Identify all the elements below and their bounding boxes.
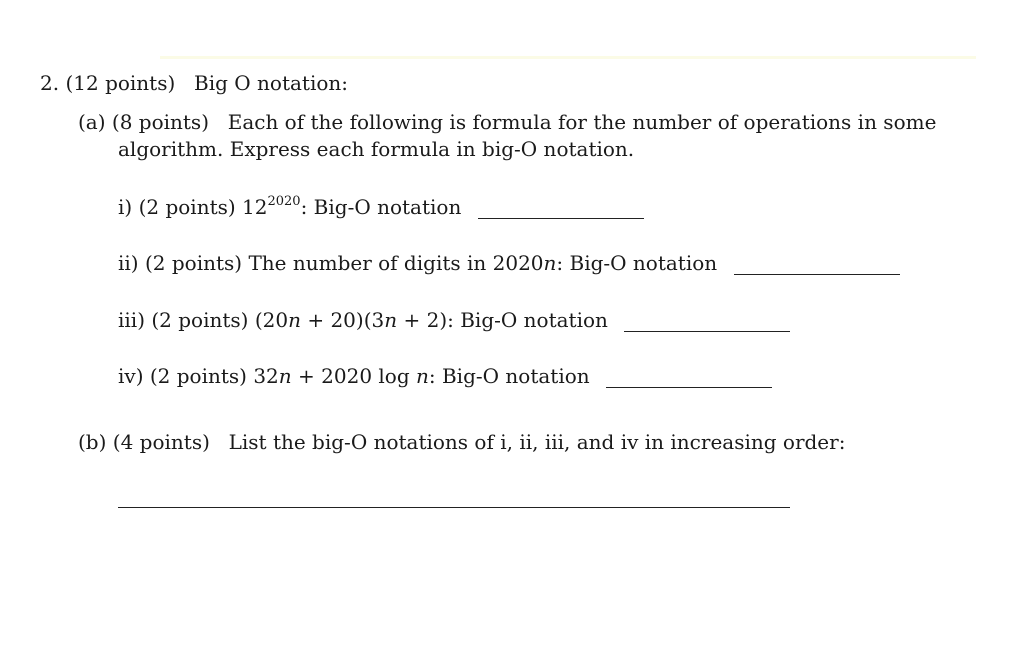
question-number: 2. bbox=[40, 71, 60, 95]
header-rule bbox=[160, 56, 976, 59]
question-header bbox=[40, 70, 348, 96]
item-iii-points: (2 points) bbox=[151, 308, 249, 332]
part-b-text: List the big-O notations of i, ii, iii, and iv in increasing order: bbox=[228, 430, 846, 454]
item-iv-points: (2 points) bbox=[149, 364, 247, 388]
part-b-answer-line[interactable] bbox=[118, 507, 790, 508]
item-iv-formula-part2: + 2020 log bbox=[291, 364, 416, 388]
item-iv-label: iv) bbox=[118, 364, 144, 388]
part-a-text-line1: Each of the following is formula for the number of operations in some bbox=[227, 110, 937, 134]
part-b-points: (4 points) bbox=[112, 430, 210, 454]
item-ii-answer-blank[interactable] bbox=[734, 273, 900, 275]
part-b-line bbox=[78, 429, 845, 455]
part-a-line2 bbox=[118, 136, 634, 162]
item-iii-answer-blank[interactable] bbox=[624, 330, 790, 332]
part-b-label: (b) bbox=[78, 430, 107, 454]
item-iii-var1: n bbox=[288, 308, 301, 332]
item-iv bbox=[118, 363, 772, 389]
item-i-points: (2 points) bbox=[138, 195, 236, 219]
part-a-line1 bbox=[78, 109, 936, 135]
item-iii-suffix: : Big-O notation bbox=[447, 308, 608, 332]
item-ii-var: n bbox=[543, 251, 557, 275]
item-ii bbox=[118, 250, 900, 276]
question-title: Big O notation: bbox=[194, 71, 348, 95]
item-iii-formula-part1: (20 bbox=[254, 308, 289, 332]
item-i bbox=[118, 194, 644, 220]
item-iv-answer-blank[interactable] bbox=[606, 386, 772, 388]
item-ii-label: ii) bbox=[118, 251, 139, 275]
item-iv-formula-part1: 32 bbox=[253, 364, 279, 388]
item-ii-points: (2 points) bbox=[144, 251, 243, 275]
item-ii-prefix: The number of digits in 2020 bbox=[248, 251, 544, 275]
item-iii-label: iii) bbox=[118, 308, 145, 332]
item-iii bbox=[118, 307, 790, 333]
item-i-suffix: : Big-O notation bbox=[300, 195, 462, 219]
part-a-label: (a) bbox=[78, 110, 106, 134]
item-i-exponent: 2020 bbox=[267, 194, 301, 209]
item-iv-suffix: : Big-O notation bbox=[428, 364, 590, 388]
item-ii-suffix: : Big-O notation bbox=[556, 251, 718, 275]
item-i-label: i) bbox=[118, 195, 133, 219]
item-iii-formula-part3: + 2) bbox=[397, 308, 448, 332]
item-iii-formula-part2: + 20)(3 bbox=[300, 308, 385, 332]
question-points: (12 points) bbox=[65, 71, 176, 95]
item-i-base: 12 bbox=[242, 195, 268, 219]
part-a-points: (8 points) bbox=[111, 110, 209, 134]
item-iv-var2: n bbox=[416, 364, 429, 388]
item-iii-var2: n bbox=[384, 308, 398, 332]
item-iv-var1: n bbox=[278, 364, 292, 388]
part-a-text-line2: algorithm. Express each formula in big-O notation. bbox=[118, 137, 635, 161]
item-i-answer-blank[interactable] bbox=[478, 217, 644, 219]
